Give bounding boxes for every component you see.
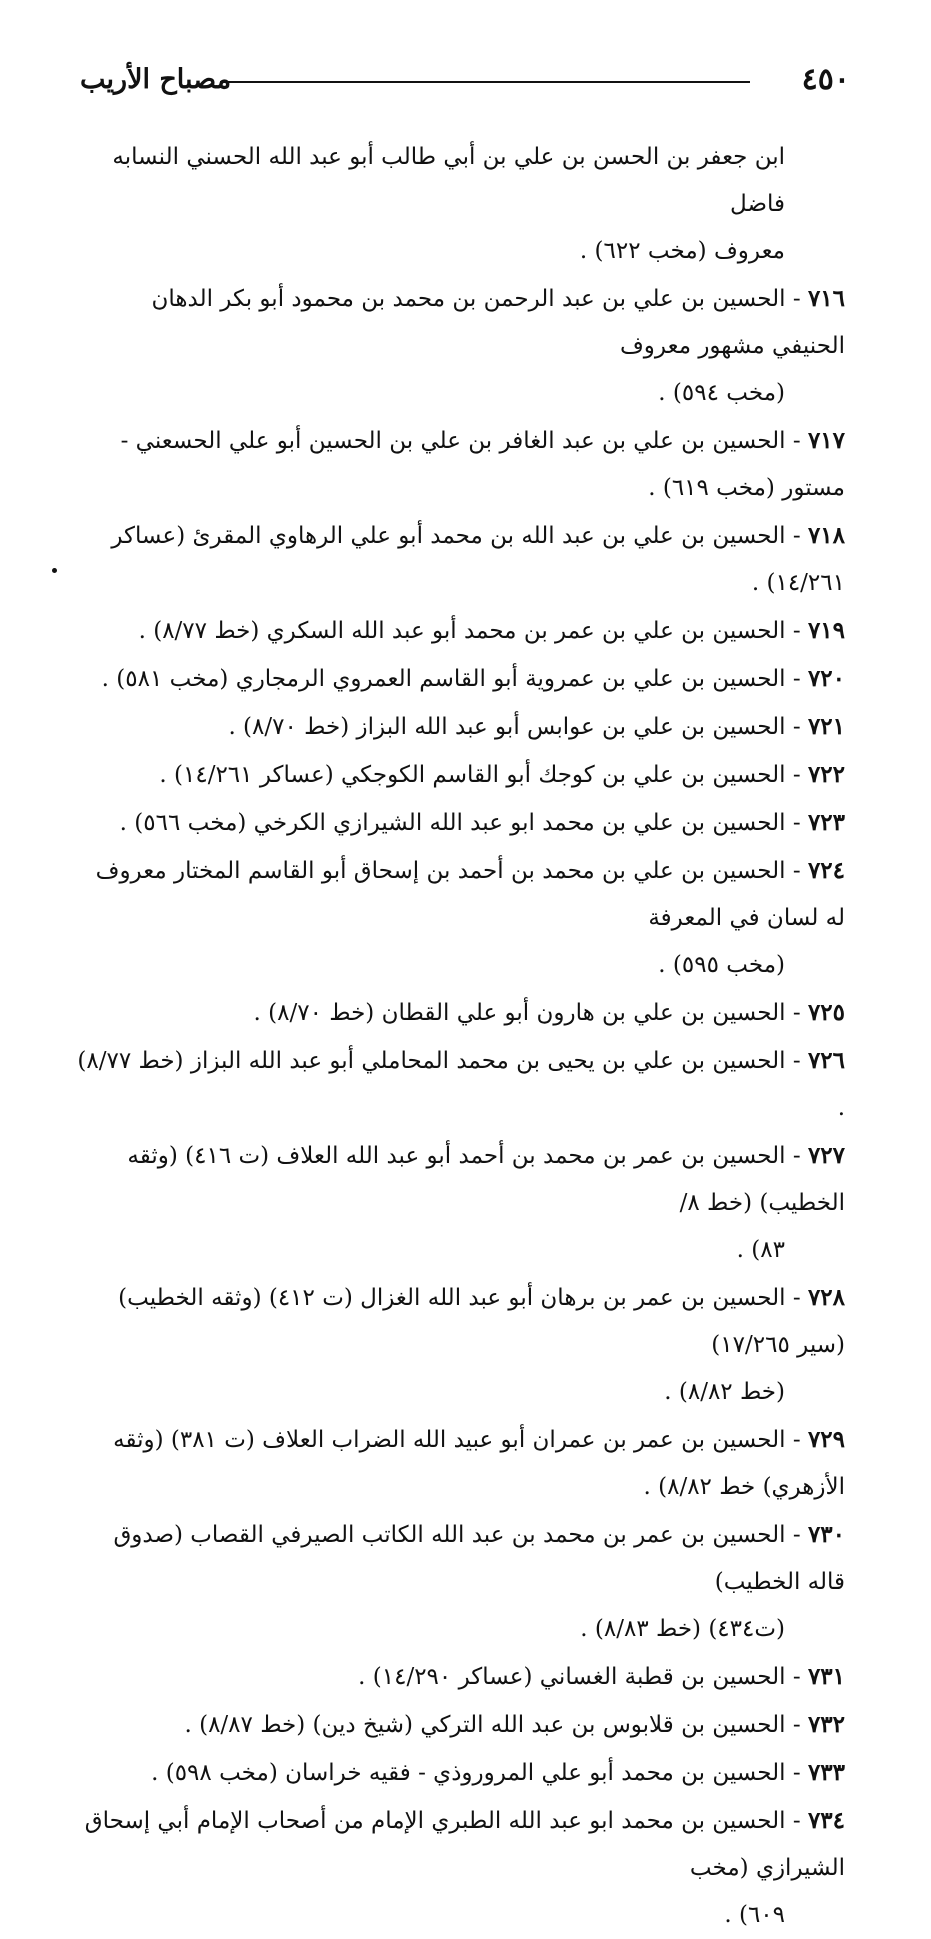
entry-٧٢٤ [75, 847, 845, 989]
entry-text: الحسين بن عمر بن محمد بن أحمد أبو عبد الله العلاف (ت ٤١٦) (وثقه الخطيب) (خط ٨/ [127, 1143, 845, 1216]
entry-٧٢٨ [75, 1274, 845, 1416]
entry-number: ٧٢١ [807, 713, 845, 740]
entry-٧٢٥ [75, 989, 845, 1037]
entry-٧٢٠ [75, 655, 845, 703]
entry-line: ٧٢٣ - الحسين بن علي بن محمد ابو عبد الله الشيرازي الكرخي (مخب ٥٦٦) . [119, 809, 845, 836]
entry-٧٢١ [75, 703, 845, 751]
entry-line: ٧١٩ - الحسين بن علي بن عمر بن محمد أبو عبد الله السكري (خط ٨/٧٧) . [138, 617, 845, 644]
entry-٧١٨ [75, 512, 845, 607]
entry-line: ٧٢٥ - الحسين بن علي بن هارون أبو علي القطان (خط ٨/٧٠) . [253, 999, 845, 1026]
entry-number: ٧٣١ [807, 1663, 845, 1690]
book-title: مصباح الأريب [80, 64, 232, 95]
entry-text: الحسين بن علي بن عبد الغافر بن علي بن الحسين أبو علي الحسعني - مستور (مخب ٦١٩) . [120, 428, 845, 501]
entry-٧١٧ [75, 417, 845, 512]
margin-mark [52, 568, 57, 573]
entry-continuation: (خط ٨/٨٢) . [664, 1379, 785, 1405]
entry-text: الحسين بن محمد ابو عبد الله الطبري الإمام من أصحاب الإمام أبي إسحاق الشيرازي (مخب [84, 1808, 845, 1881]
entry-٧٢٦ [75, 1037, 845, 1132]
entry-continuation: (مخب ٥٩٥) . [658, 952, 785, 978]
entry-line: ٧٢٢ - الحسين بن علي بن كوجك أبو القاسم الكوجكي (عساكر ١٤/٢٦١) . [159, 761, 845, 788]
entry-line: ٧٣٢ - الحسين بن قلابوس بن عبد الله التركي (شيخ دين) (خط ٨/٨٧) . [184, 1711, 845, 1738]
entry-text: الحسين بن عمر بن برهان أبو عبد الله الغزال (ت ٤١٢) (وثقه الخطيب) (سير ١٧/٢٦٥) [118, 1285, 845, 1358]
entry-٧١٩ [75, 607, 845, 655]
entries-list [75, 134, 845, 1939]
entry-text: الحسين بن علي بن محمد بن أحمد بن إسحاق أبو القاسم المختار معروف له لسان في المعرفة [95, 858, 845, 931]
entry-text: الحسين بن محمد أبو علي المروروذي - فقيه خراسان (مخب ٥٩٨) . [151, 1760, 786, 1786]
entry-text: الحسين بن علي بن يحيى بن محمد المحاملي أبو عبد الله البزاز (خط ٨/٧٧) . [77, 1048, 845, 1121]
entry-line: ٧٢٠ - الحسين بن علي بن عمروية أبو القاسم العمروي الرمجاري (مخب ٥٨١) . [101, 665, 845, 692]
entry-text: الحسين بن عمر بن محمد بن عبد الله الكاتب الصيرفي القصاب (صدوق قاله الخطيب) [113, 1522, 845, 1595]
entry-text: الحسين بن قلابوس بن عبد الله التركي (شيخ دين) (خط ٨/٨٧) . [184, 1712, 786, 1738]
entry-number: ٧٢٥ [807, 999, 845, 1026]
intro-line: ابن جعفر بن الحسن بن علي بن أبي طالب أبو عبد الله الحسني النسابه فاضل [112, 144, 785, 217]
entry-٧٣٠ [75, 1511, 845, 1653]
entry-number: ٧٢٦ [807, 1047, 845, 1074]
entry-number: ٧١٨ [807, 522, 845, 549]
entry-continuation: (مخب ٥٩٤) . [658, 380, 785, 406]
entry-text: الحسين بن علي بن عبد الله بن محمد أبو علي الرهاوي المقرئ (عساكر ١٤/٢٦١) . [111, 523, 845, 596]
entry-line: ٧٢٦ - الحسين بن علي بن يحيى بن محمد المحاملي أبو عبد الله البزاز (خط ٨/٧٧) . [77, 1047, 845, 1121]
entry-line: ٧١٦ - الحسين بن علي بن عبد الرحمن بن محمد بن محمود أبو بكر الدهان الحنيفي مشهور معروف [151, 285, 845, 359]
entry-number: ٧٢٩ [807, 1426, 845, 1453]
entry-٧٢٣ [75, 799, 845, 847]
entry-line: ٧٣٤ - الحسين بن محمد ابو عبد الله الطبري الإمام من أصحاب الإمام أبي إسحاق الشيرازي (مخب [84, 1807, 845, 1881]
entry-٧٣٢ [75, 1701, 845, 1749]
entry-number: ٧١٧ [807, 427, 845, 454]
entry-text: الحسين بن علي بن كوجك أبو القاسم الكوجكي (عساكر ١٤/٢٦١) . [159, 762, 786, 788]
entry-number: ٧٣٠ [807, 1521, 845, 1548]
entry-text: الحسين بن علي بن عمروية أبو القاسم العمروي الرمجاري (مخب ٥٨١) . [101, 666, 786, 692]
entry-line: ٧٣١ - الحسين بن قطبة الغساني (عساكر ١٤/٢٩٠) . [358, 1663, 845, 1690]
entry-٧٣٤ [75, 1797, 845, 1939]
page-header [80, 62, 850, 102]
entry-number: ٧٢٨ [807, 1284, 845, 1311]
entry-line: ٧٢٤ - الحسين بن علي بن محمد بن أحمد بن إسحاق أبو القاسم المختار معروف له لسان في المعرفة [95, 857, 845, 931]
entry-line: ٧١٨ - الحسين بن علي بن عبد الله بن محمد أبو علي الرهاوي المقرئ (عساكر ١٤/٢٦١) . [111, 522, 845, 596]
entry-number: ٧٢٤ [807, 857, 845, 884]
intro-line: معروف (مخب ٦٢٢) . [579, 238, 785, 264]
entry-٧١٦ [75, 275, 845, 417]
entry-text: الحسين بن قطبة الغساني (عساكر ١٤/٢٩٠) . [358, 1664, 786, 1690]
entry-٧٢٩ [75, 1416, 845, 1511]
entry-text: الحسين بن علي بن محمد ابو عبد الله الشيرازي الكرخي (مخب ٥٦٦) . [119, 810, 786, 836]
entry-٧٢٧ [75, 1132, 845, 1274]
entry-line: ٧٣٣ - الحسين بن محمد أبو علي المروروذي - فقيه خراسان (مخب ٥٩٨) . [151, 1759, 845, 1786]
entry-٧٢٢ [75, 751, 845, 799]
entry-line: ٧٢٧ - الحسين بن عمر بن محمد بن أحمد أبو عبد الله العلاف (ت ٤١٦) (وثقه الخطيب) (خط ٨/ [127, 1142, 845, 1216]
page-number: ٤٥٠ [801, 62, 850, 97]
entry-line: ٧١٧ - الحسين بن علي بن عبد الغافر بن علي بن الحسين أبو علي الحسعني - مستور (مخب ٦١٩) . [120, 427, 845, 501]
entry-continuation: ٨٣) . [736, 1237, 785, 1263]
entry-line: ٧٣٠ - الحسين بن عمر بن محمد بن عبد الله الكاتب الصيرفي القصاب (صدوق قاله الخطيب) [113, 1521, 845, 1595]
entry-٧٣١ [75, 1653, 845, 1701]
entry-number: ٧٢٠ [807, 665, 845, 692]
entry-number: ٧١٩ [807, 617, 845, 644]
entry-number: ٧٢٣ [807, 809, 845, 836]
entry-number: ٧١٦ [807, 285, 845, 312]
entry-line: ٧٢١ - الحسين بن علي بن عوابس أبو عبد الله البزاز (خط ٨/٧٠) . [228, 713, 845, 740]
entry-text: الحسين بن عمر بن عمران أبو عبيد الله الضراب العلاف (ت ٣٨١) (وثقه الأزهري) خط ٨/٨٢) . [113, 1427, 845, 1500]
entry-number: ٧٢٢ [807, 761, 845, 788]
entry-number: ٧٣٢ [807, 1711, 845, 1738]
entry-٧٣٣ [75, 1749, 845, 1797]
entry-line: ٧٢٨ - الحسين بن عمر بن برهان أبو عبد الله الغزال (ت ٤١٢) (وثقه الخطيب) (سير ١٧/٢٦٥) [118, 1284, 845, 1358]
header-rule [220, 81, 750, 83]
entry-text: الحسين بن علي بن عمر بن محمد أبو عبد الله السكري (خط ٨/٧٧) . [138, 618, 786, 644]
entry-text: الحسين بن علي بن هارون أبو علي القطان (خط ٨/٧٠) . [253, 1000, 786, 1026]
entry-number: ٧٣٤ [807, 1807, 845, 1834]
entry-line: ٧٢٩ - الحسين بن عمر بن عمران أبو عبيد الله الضراب العلاف (ت ٣٨١) (وثقه الأزهري) خط ٨/٨٢) . [113, 1426, 845, 1500]
entry-continuation: (ت٤٣٤) (خط ٨/٨٣) . [580, 1616, 785, 1642]
entry-text: الحسين بن علي بن عوابس أبو عبد الله البزاز (خط ٨/٧٠) . [228, 714, 786, 740]
intro-paragraph [75, 134, 845, 275]
entry-text: الحسين بن علي بن عبد الرحمن بن محمد بن محمود أبو بكر الدهان الحنيفي مشهور معروف [151, 286, 845, 359]
entry-number: ٧٢٧ [807, 1142, 845, 1169]
entry-number: ٧٣٣ [807, 1759, 845, 1786]
entry-continuation: ٦٠٩) . [724, 1902, 785, 1928]
